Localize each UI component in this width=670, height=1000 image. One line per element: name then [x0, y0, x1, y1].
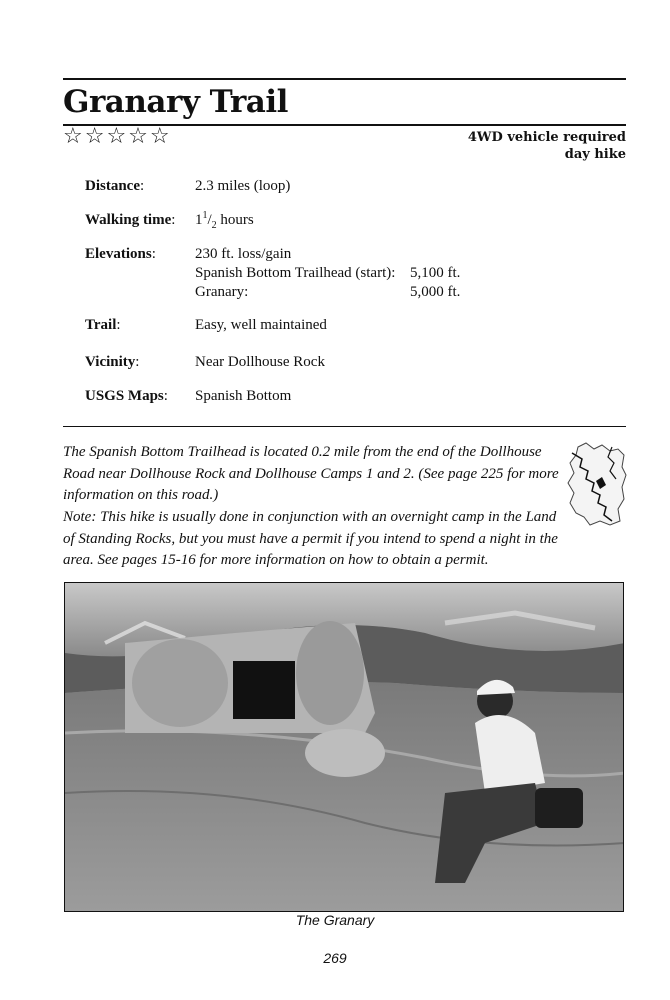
distance-value: 2.3 miles (loop)	[195, 178, 291, 194]
granary-photo	[64, 582, 624, 912]
requirements	[468, 129, 626, 163]
permit-note-paragraph: Note: This hike is usually done in conjunction with an overnight camp in the Land of Standing Rocks, but you must have a permit if you intend to spend a night in the area. See pages 15-16 for more information on how to obtain a permit.	[63, 509, 558, 568]
vehicle-requirement: 4WD vehicle required	[467, 130, 626, 145]
walking-time-label: Walking time:	[85, 212, 176, 228]
elevation-end-name: Granary:	[195, 284, 249, 300]
trail-value: Easy, well maintained	[195, 317, 327, 333]
usgs-maps-value: Spanish Bottom	[195, 388, 292, 404]
page-number: 269	[323, 950, 347, 966]
section-rule	[63, 426, 626, 427]
elevation-end-value: 5,000 ft.	[410, 284, 461, 300]
page-title: Granary Trail	[63, 84, 288, 120]
distance-label: Distance:	[85, 178, 145, 194]
elevations-label: Elevations:	[85, 246, 156, 262]
vicinity-value: Near Dollhouse Rock	[195, 354, 325, 370]
walking-time-value: $1^1/_2$ hours	[195, 210, 254, 231]
hike-type: day hike	[564, 147, 626, 162]
vicinity-label: Vicinity:	[85, 354, 140, 370]
elevation-start-name: Spanish Bottom Trailhead (start):	[195, 265, 396, 281]
elevation-start-value: 5,100 ft.	[410, 265, 461, 281]
usgs-maps-label: USGS Maps:	[85, 388, 168, 404]
trailhead-paragraph: The Spanish Bottom Trailhead is located 0.2 mile from the end of the Dollhouse Road near Dollhouse Rock and Dollhouse Camps 1 and 2. (See page 225 for more information on this road.)	[63, 444, 559, 503]
locator-map-icon	[566, 441, 628, 529]
granary-photo-image	[65, 583, 624, 912]
photo-caption: The Granary	[295, 912, 375, 928]
elevation-change: 230 ft. loss/gain	[195, 246, 292, 262]
rating-stars: ☆☆☆☆☆	[63, 124, 172, 149]
top-rule	[63, 78, 626, 80]
trail-label: Trail:	[85, 317, 121, 333]
